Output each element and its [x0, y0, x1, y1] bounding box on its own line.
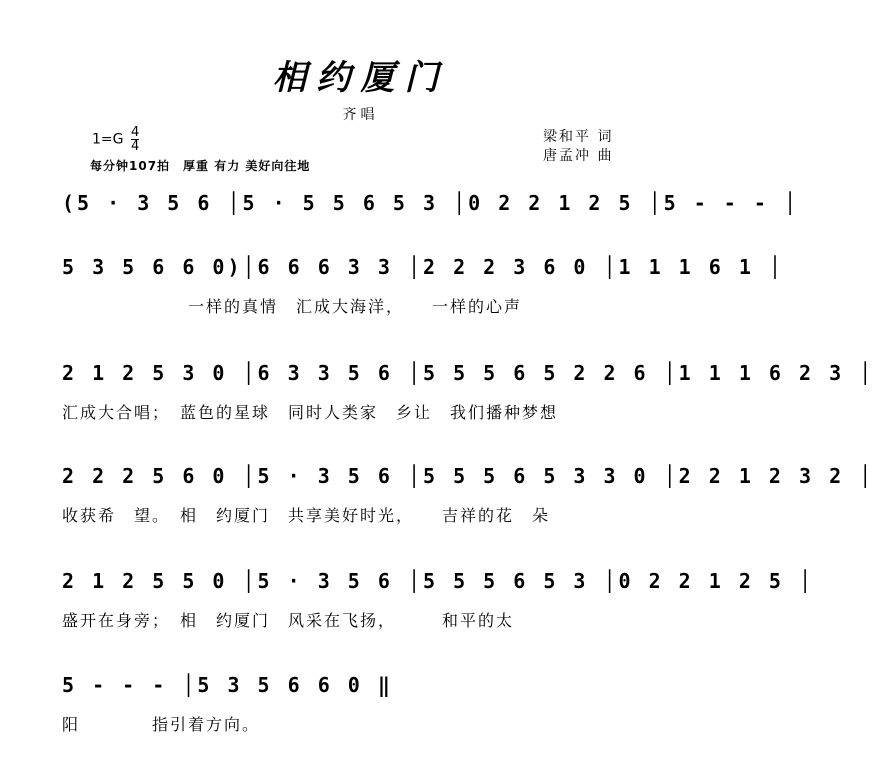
score-line-6: [62, 672, 721, 732]
composer: 唐孟冲 曲: [543, 148, 614, 164]
key-signature: [92, 126, 139, 153]
notation: 5 - - - │5 3 5 6 6 0 ‖: [62, 673, 393, 697]
time-signature-top: 4: [130, 125, 140, 140]
score-line-4: [62, 463, 874, 525]
tempo-marking: 每分钟107拍 厚重 有力 美好向往地: [90, 159, 311, 173]
lyrics: 收获希 望。 相 约厦门 共享美好时光， 吉祥的花 朵: [62, 506, 551, 525]
lyrics: 盛开在身旁； 相 约厦门 风采在飞扬， 和平的太: [62, 611, 515, 630]
key-label: 1=G: [92, 131, 124, 148]
lyrics: 阳 指引着方向。: [62, 715, 261, 734]
time-signature-bottom: 4: [130, 139, 140, 154]
performance-style: 齐唱: [342, 107, 379, 123]
notation: 2 1 2 5 5 0 │5 · 3 5 6 │5 5 5 6 5 3 │0 2 2 1 2 5 │: [62, 569, 815, 593]
credits: [543, 128, 613, 166]
lyrics: 一样的真情 汇成大海洋， 一样的心声: [62, 297, 523, 316]
notation: (5 · 3 5 6 │5 · 5 5 6 5 3 │0 2 2 1 2 5 │5 - - - │: [62, 191, 800, 215]
score-line-3: [62, 360, 874, 422]
notation: 2 1 2 5 3 0 │6 3 3 5 6 │5 5 5 6 5 2 2 6 │1 1 1 6 2 3 │: [62, 361, 874, 385]
score-line-2: [62, 254, 784, 316]
lyrics: 汇成大合唱； 蓝色的星球 同时人类家 乡让 我们播种梦想: [62, 403, 559, 422]
lyricist: 梁和平 词: [543, 129, 614, 145]
notation: 5 3 5 6 6 0)│6 6 6 3 3 │2 2 2 3 6 0 │1 1 1 6 1 │: [62, 255, 784, 279]
score-line-1: [62, 190, 800, 250]
notation: 2 2 2 5 6 0 │5 · 3 5 6 │5 5 5 6 5 3 3 0 │2 2 1 2 3 2 │: [62, 464, 874, 488]
song-title: 相约厦门: [272, 58, 449, 98]
time-signature: [131, 126, 139, 153]
score-line-5: [62, 568, 815, 630]
